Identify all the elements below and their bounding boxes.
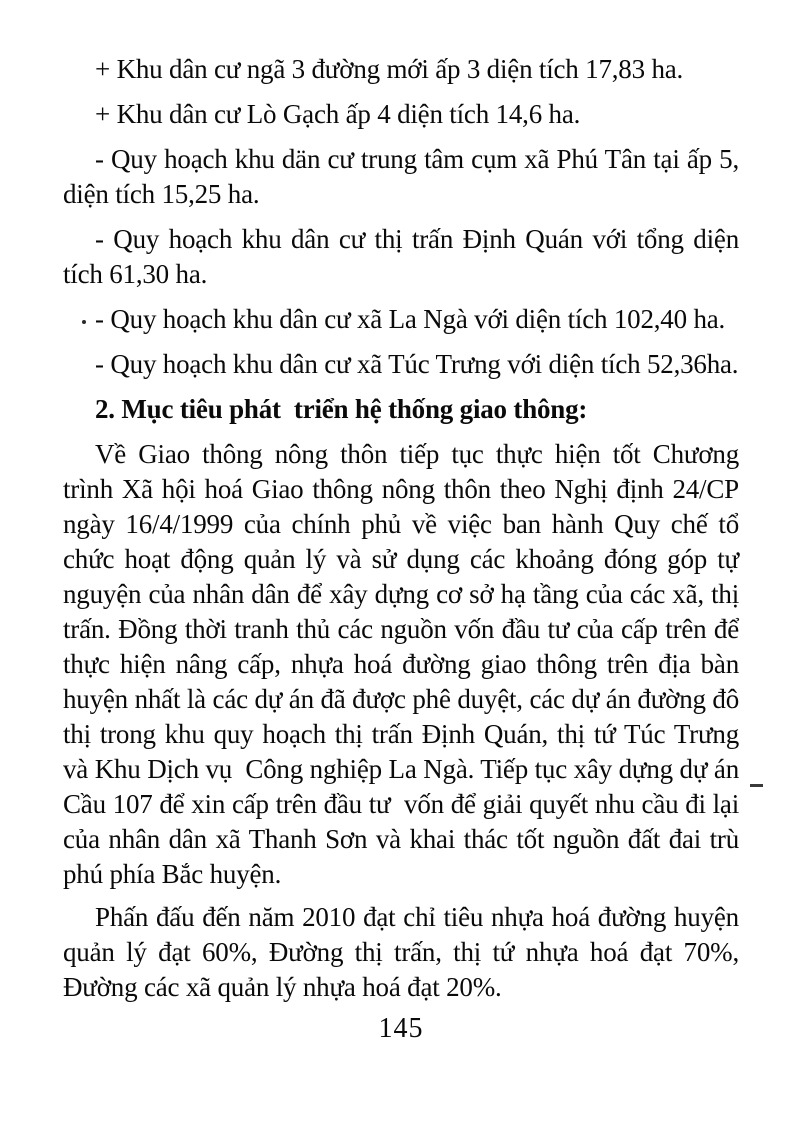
list-item-quy-hoach-dinh-quan: - Quy hoạch khu dân cư thị trấn Định Quán với tổng diện tích 61,30 ha. bbox=[63, 224, 746, 289]
list-item-khu-dan-cu-nga-3: + Khu dân cư ngã 3 đường mới ấp 3 diện tích 17,83 ha. bbox=[95, 54, 684, 84]
list-item-quy-hoach-phu-tan: - Quy hoạch khu dän cư trung tâm cụm xã Phú Tân tại ấp 5, diện tích 15,25 ha. bbox=[63, 144, 746, 209]
list-item-khu-dan-cu-lo-gach: + Khu dân cư Lò Gạch ấp 4 diện tích 14,6 ha. bbox=[95, 99, 581, 129]
paragraph-giao-thong-nong-thon: Về Giao thông nông thôn tiếp tục thực hiện tốt Chương trình Xã hội hoá Giao thông nông thôn theo Nghị định 24/CP ngày 16/4/1999 của chính phủ về việc ban hành Quy chế tổ chức hoạt động quản lý và sử dụng các khoảng đóng góp tự nguyện của nhân dân để xây dựng cơ sở hạ tầng của các xã, thị trấn. Đồng thời tranh thủ các nguồn vốn đầu tư của cấp trên để thực hiện nâng cấp, nhựa hoá đường giao thông trên địa bàn huyện nhất là các dự án đã được phê duyệt, các dự án đường đô thị trong khu quy hoạch thị trấn Định Quán, thị tứ Túc Trưng và Khu Dịch vụ Công nghiệp La Ngà. Tiếp tục xây dựng dự án Cầu 107 để xin cấp trên đầu tư vốn để giải quyết nhu cầu đi lại của nhân dân xã Thanh Sơn và khai thác tốt nguồn đất đai trù phú phía Bắc huyện. bbox=[63, 439, 746, 889]
list-item-quy-hoach-tuc-trung: - Quy hoạch khu dân cư xã Túc Trưng với diện tích 52,36ha. bbox=[95, 349, 739, 379]
page-content bbox=[63, 52, 746, 1045]
page-number: 145 bbox=[378, 1013, 424, 1044]
scan-artifact-dash bbox=[750, 784, 763, 787]
paragraph-phan-dau-2010: Phấn đấu đến năm 2010 đạt chỉ tiêu nhựa hoá đường huyện quản lý đạt 60%, Đường thị trấn, thị tứ nhựa hoá đạt 70%, Đường các xã quản lý nhựa hoá đạt 20%. bbox=[63, 902, 746, 1002]
list-item-quy-hoach-la-nga: - Quy hoạch khu dân cư xã La Ngà với diện tích 102,40 ha. bbox=[95, 304, 726, 334]
section-heading-giao-thong: 2. Mục tiêu phát triển hệ thống giao thông: bbox=[95, 394, 588, 424]
